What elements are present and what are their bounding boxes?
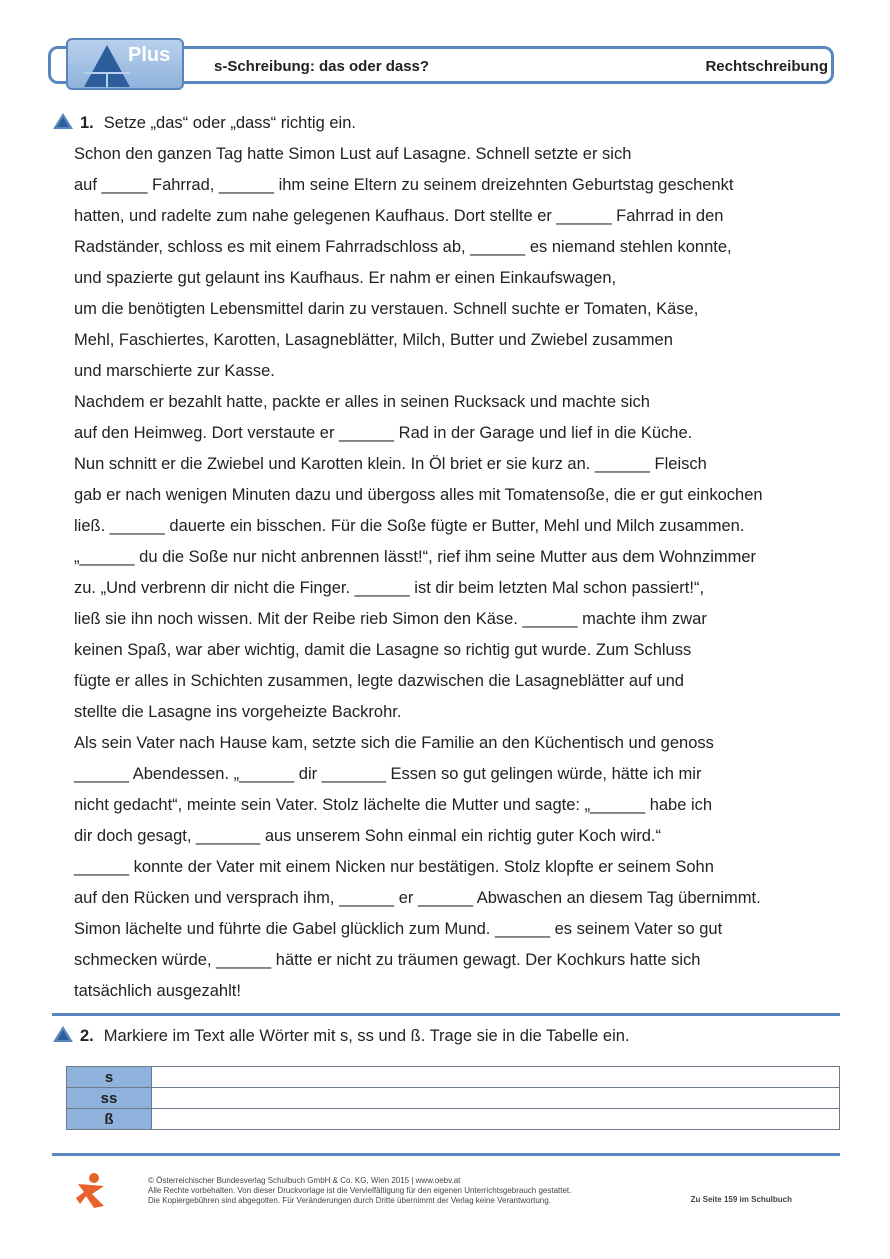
task2-instruction: Markiere im Text alle Wörter mit s, ss und ß. Trage sie in die Tabelle ein. (103, 1027, 630, 1045)
copyright-line: © Österreichischer Bundesverlag Schulbuch GmbH & Co. KG, Wien 2015 | www.oebv.at (148, 1176, 461, 1185)
pyramid-icon (52, 112, 74, 130)
text-line: stellte die Lasagne ins vorgeheizte Backrohr. (74, 703, 402, 721)
row-label-s: s (67, 1067, 152, 1088)
row-label-sz: ß (67, 1109, 152, 1130)
schoolbook-reference: Zu Seite 159 im Schulbuch (690, 1195, 792, 1204)
text-line: Nun schnitt er die Zwiebel und Karotten klein. In Öl briet er sie kurz an. ______ Fleisch (74, 455, 707, 473)
text-line: schmecken würde, ______ hätte er nicht zu träumen gewagt. Der Kochkurs hatte sich (74, 951, 701, 969)
plus-logo (66, 38, 184, 90)
text-line: ______ konnte der Vater mit einem Nicken nur bestätigen. Stolz klopfte er seinem Sohn (74, 858, 714, 876)
table-row (67, 1067, 840, 1088)
text-line: Schon den ganzen Tag hatte Simon Lust auf Lasagne. Schnell setzte er sich (74, 145, 632, 163)
row-label-ss: ss (67, 1088, 152, 1109)
text-line: Radständer, schloss es mit einem Fahrradschloss ab, ______ es niemand stehlen konnte, (74, 238, 732, 256)
text-line: hatten, und radelte zum nahe gelegenen Kaufhaus. Dort stellte er ______ Fahrrad in den (74, 207, 724, 225)
publisher-logo-icon (74, 1172, 110, 1210)
word-table (66, 1066, 840, 1130)
task2-heading (80, 1027, 630, 1046)
copyright-notice (148, 1176, 571, 1206)
task1-number: 1. (80, 114, 94, 132)
text-line: auf den Heimweg. Dort verstaute er ______ Rad in der Garage und lief in die Küche. (74, 424, 693, 442)
text-line: gab er nach wenigen Minuten dazu und übergoss alles mit Tomatensoße, die er gut einkochen (74, 486, 763, 504)
text-line: nicht gedacht“, meinte sein Vater. Stolz lächelte die Mutter und sagte: „______ habe ich (74, 796, 713, 814)
page-title: s-Schreibung: das oder dass? (214, 58, 430, 75)
text-line: keinen Spaß, war aber wichtig, damit die Lasagne so richtig gut wurde. Zum Schluss (74, 641, 692, 659)
logo-text: Plus (128, 44, 171, 66)
answer-cell-ss[interactable] (152, 1088, 840, 1109)
divider (52, 1013, 840, 1016)
pyramid-icon (82, 43, 132, 89)
pyramid-icon (52, 1025, 74, 1043)
text-line: Simon lächelte und führte die Gabel glücklich zum Mund. ______ es seinem Vater so gut (74, 920, 723, 938)
answer-cell-s[interactable] (152, 1067, 840, 1088)
table-row (67, 1109, 840, 1130)
footer-divider (52, 1153, 840, 1156)
task2-number: 2. (80, 1027, 94, 1045)
text-line: Nachdem er bezahlt hatte, packte er alles in seinen Rucksack und machte sich (74, 393, 650, 411)
text-line: zu. „Und verbrenn dir nicht die Finger. ______ ist dir beim letzten Mal schon passiert!“, (74, 579, 705, 597)
text-line: auf _____ Fahrrad, ______ ihm seine Eltern zu seinem dreizehnten Geburtstag geschenkt (74, 176, 734, 194)
answer-cell-sz[interactable] (152, 1109, 840, 1130)
text-line: um die benötigten Lebensmittel darin zu verstauen. Schnell suchte er Tomaten, Käse, (74, 300, 699, 318)
text-line: und spazierte gut gelaunt ins Kaufhaus. Er nahm er einen Einkaufswagen, (74, 269, 617, 287)
text-line: Mehl, Faschiertes, Karotten, Lasagneblätter, Milch, Butter und Zwiebel zusammen (74, 331, 673, 349)
task1-instruction: Setze „das“ oder „dass“ richtig ein. (103, 114, 356, 132)
text-line: ______ Abendessen. „______ dir _______ Essen so gut gelingen würde, hätte ich mir (74, 765, 702, 783)
table-row (67, 1088, 840, 1109)
copyright-line: Alle Rechte vorbehalten. Von dieser Druckvorlage ist die Vervielfältigung für den eigenen Unterrichtsgebrauch gestattet. (148, 1186, 572, 1195)
copyright-line: Die Kopiergebühren sind abgegolten. Für Veränderungen durch Dritte übernimmt der Verlag keine Verantwortung. (148, 1196, 551, 1205)
text-line: „______ du die Soße nur nicht anbrennen lässt!“, rief ihm seine Mutter aus dem Wohnzimmer (74, 548, 757, 566)
text-line: auf den Rücken und versprach ihm, ______ er ______ Abwaschen an diesem Tag übernimmt. (74, 889, 761, 907)
text-line: fügte er alles in Schichten zusammen, legte dazwischen die Lasagneblätter auf und (74, 672, 684, 690)
text-line: tatsächlich ausgezahlt! (74, 982, 241, 1000)
text-line: ließ sie ihn noch wissen. Mit der Reibe rieb Simon den Käse. ______ machte ihm zwar (74, 610, 707, 628)
task1-heading (80, 114, 356, 133)
text-line: Als sein Vater nach Hause kam, setzte sich die Familie an den Küchentisch und genoss (74, 734, 714, 752)
text-line: ließ. ______ dauerte ein bisschen. Für die Soße fügte er Butter, Mehl und Milch zusammen. (74, 517, 745, 535)
subject-label: Rechtschreibung (705, 58, 828, 75)
text-line: und marschierte zur Kasse. (74, 362, 275, 380)
text-line: dir doch gesagt, _______ aus unserem Sohn einmal ein richtig guter Koch wird.“ (74, 827, 662, 845)
